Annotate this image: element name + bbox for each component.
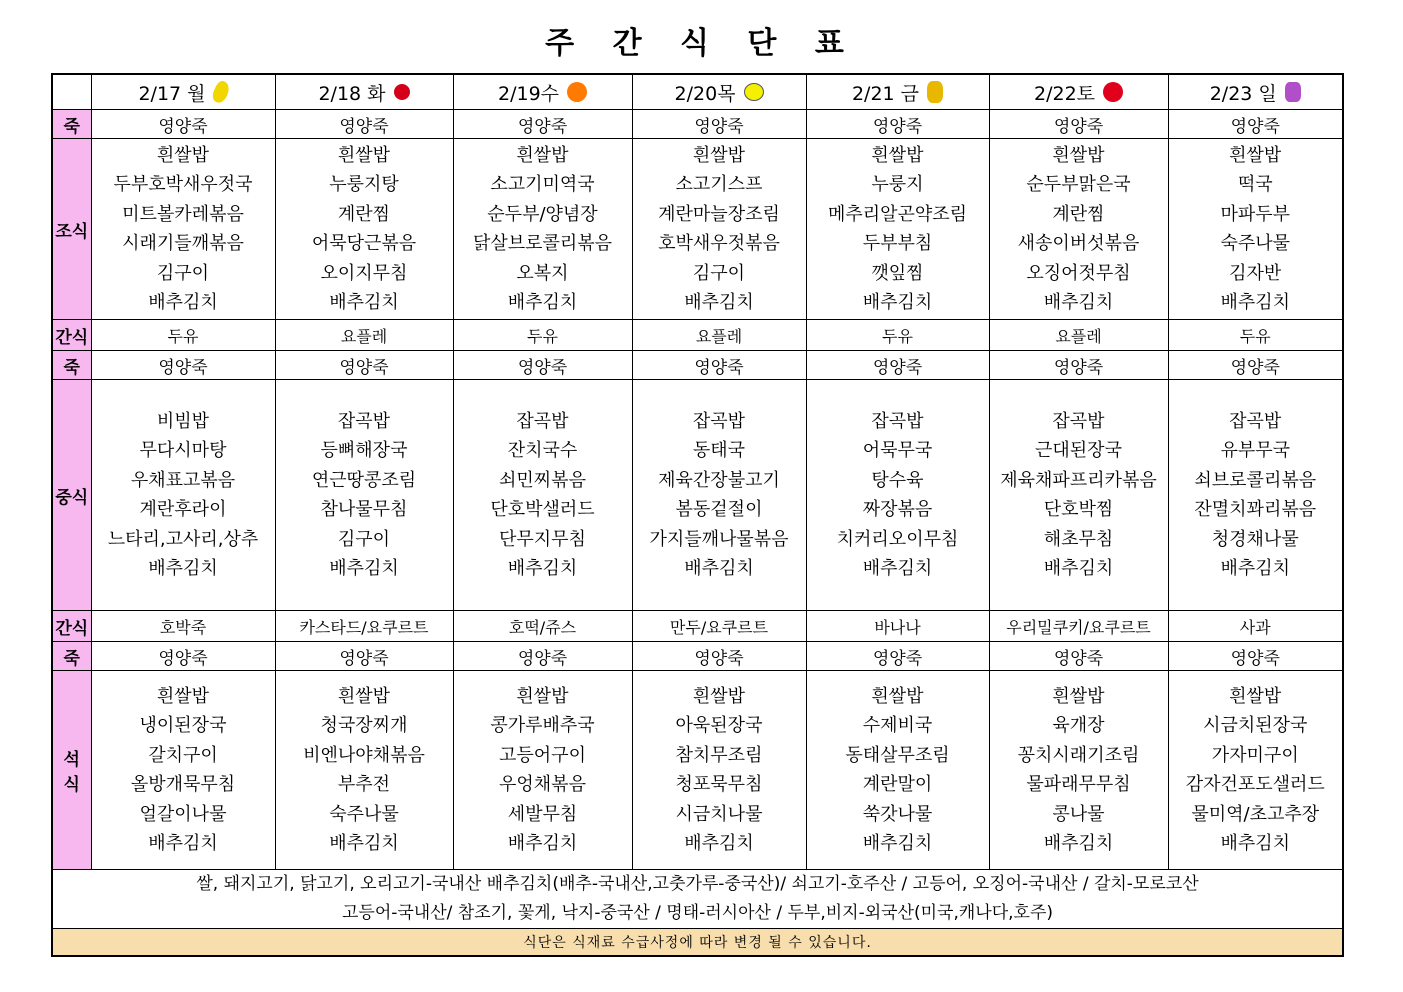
menu-item: 근대된장국 xyxy=(1035,440,1122,461)
menu-cell xyxy=(1168,611,1343,642)
menu-item: 흰쌀밥 xyxy=(516,144,569,166)
menu-item: 참치무조림 xyxy=(675,744,763,766)
menu-cell xyxy=(632,611,806,642)
menu-item: 영양죽 xyxy=(158,357,208,378)
menu-cell xyxy=(1168,139,1343,320)
section-row-snack xyxy=(52,611,1343,642)
menu-item: 단호박샐러드 xyxy=(490,499,595,520)
menu-cell xyxy=(1168,380,1343,611)
menu-item: 영양죽 xyxy=(1053,357,1104,378)
menu-item: 오복지 xyxy=(516,262,569,284)
menu-cell xyxy=(1168,642,1343,671)
menu-cell xyxy=(275,320,453,351)
menu-item: 영양죽 xyxy=(1230,648,1280,669)
menu-item: 동태국 xyxy=(692,440,746,461)
menu-item: 제육간장불고기 xyxy=(658,469,780,491)
menu-item: 영양죽 xyxy=(872,116,923,137)
menu-cell xyxy=(806,671,989,870)
menu-item: 흰쌀밥 xyxy=(871,144,924,166)
grape-icon xyxy=(1285,82,1301,102)
day-label: 2/19수 xyxy=(497,82,560,105)
day-label: 2/20목 xyxy=(674,82,736,105)
menu-item: 부추전 xyxy=(337,774,391,795)
menu-cell xyxy=(989,351,1168,380)
menu-cell xyxy=(1168,351,1343,380)
menu-item: 배추김치 xyxy=(862,833,933,854)
menu-item: 우리밀쿠키/요쿠르트 xyxy=(1006,617,1151,637)
day-label: 2/21 금 xyxy=(851,82,920,105)
menu-item: 닭살브로콜리볶음 xyxy=(472,233,613,254)
menu-item: 계란마늘장조림 xyxy=(658,203,780,225)
menu-item: 영양죽 xyxy=(694,116,744,137)
menu-item: 잡곡밥 xyxy=(337,410,391,432)
menu-cell xyxy=(632,642,806,671)
menu-item: 시래기들깨볶음 xyxy=(122,233,244,254)
menu-item: 물미역/초고추장 xyxy=(1191,803,1320,825)
notice-row xyxy=(52,929,1343,957)
menu-item: 흰쌀밥 xyxy=(1229,685,1282,707)
menu-item: 콩나물 xyxy=(1052,803,1105,825)
menu-item: 탕수육 xyxy=(871,469,924,491)
menu-item: 청포묵무침 xyxy=(675,774,763,795)
menu-item: 두유 xyxy=(167,326,199,346)
section-row-juk xyxy=(52,351,1343,380)
menu-item: 영양죽 xyxy=(158,648,208,669)
menu-item: 쑥갓나물 xyxy=(862,803,933,825)
menu-item: 순두부맑은국 xyxy=(1026,174,1131,195)
menu-cell xyxy=(275,110,453,139)
menu-item: 떡국 xyxy=(1237,174,1273,195)
menu-item: 호박죽 xyxy=(159,617,207,637)
section-label xyxy=(52,611,91,642)
menu-cell xyxy=(453,110,632,139)
menu-item: 비엔나야채볶음 xyxy=(303,744,425,766)
day-header xyxy=(275,74,453,110)
menu-item: 카스타드/요쿠르트 xyxy=(299,617,429,637)
section-label xyxy=(52,351,91,380)
menu-item: 가자미구이 xyxy=(1211,744,1299,766)
notice-text: 식단은 식재료 수급사정에 따라 변경 될 수 있습니다. xyxy=(52,929,1343,957)
menu-item: 배추김치 xyxy=(507,292,578,313)
section-label xyxy=(52,380,91,611)
menu-item: 마파두부 xyxy=(1220,203,1291,225)
menu-item: 어묵무국 xyxy=(862,440,933,461)
menu-item: 깻잎찜 xyxy=(871,262,924,284)
menu-item: 배추김치 xyxy=(329,292,399,313)
menu-item: 흰쌀밥 xyxy=(692,144,746,166)
menu-cell xyxy=(453,671,632,870)
menu-item: 우엉채볶음 xyxy=(499,774,586,795)
section-label xyxy=(52,139,91,320)
menu-item: 감자건포도샐러드 xyxy=(1185,774,1325,795)
menu-item: 영양죽 xyxy=(1053,116,1104,137)
menu-cell xyxy=(453,611,632,642)
menu-item: 쇠민찌볶음 xyxy=(499,469,586,491)
menu-item: 연근땅콩조림 xyxy=(311,469,417,491)
section-row-meal xyxy=(52,671,1343,870)
menu-item: 영양죽 xyxy=(1230,116,1280,137)
section-label-text: 중식 xyxy=(55,487,89,508)
menu-item: 영양죽 xyxy=(517,648,568,669)
menu-item: 흰쌀밥 xyxy=(1229,144,1282,166)
section-label-text: 죽 xyxy=(63,648,80,669)
menu-item: 김구이 xyxy=(692,262,746,284)
menu-item: 두유 xyxy=(1239,326,1271,346)
menu-cell xyxy=(91,671,275,870)
menu-cell xyxy=(806,611,989,642)
menu-cell xyxy=(91,110,275,139)
menu-item: 배추김치 xyxy=(329,558,399,579)
menu-item: 오징어젓무침 xyxy=(1026,262,1131,284)
menu-item: 세발무침 xyxy=(507,803,578,825)
menu-cell xyxy=(91,351,275,380)
menu-cell xyxy=(632,320,806,351)
menu-item: 청국장찌개 xyxy=(320,715,408,736)
menu-item: 무다시마탕 xyxy=(139,440,227,461)
menu-item: 두부호박새우젓국 xyxy=(113,174,253,195)
menu-cell xyxy=(453,380,632,611)
menu-item: 배추김치 xyxy=(684,558,754,579)
menu-item: 등뼈해장국 xyxy=(320,440,408,461)
menu-item: 꽁치시래기조림 xyxy=(1017,744,1140,766)
menu-item: 배추김치 xyxy=(1043,292,1114,313)
menu-cell xyxy=(453,351,632,380)
menu-item: 어묵당근볶음 xyxy=(311,233,417,254)
menu-item: 잡곡밥 xyxy=(516,410,569,432)
menu-cell xyxy=(275,380,453,611)
menu-cell xyxy=(275,611,453,642)
menu-item: 단호박찜 xyxy=(1043,499,1114,520)
menu-item: 두유 xyxy=(527,326,558,346)
menu-item: 요플레 xyxy=(1055,326,1102,346)
menu-item: 배추김치 xyxy=(148,292,218,313)
origin-line: 고등어-국내산/ 참조기, 꽃게, 낙지-중국산 / 명태-러시아산 / 두부,비지-외국산(미국,캐나다,호주) xyxy=(341,903,1054,923)
menu-item: 참나물무침 xyxy=(320,499,408,520)
menu-item: 시금치된장국 xyxy=(1203,715,1308,736)
day-label: 2/23 일 xyxy=(1209,82,1277,105)
menu-cell xyxy=(989,671,1168,870)
section-label-text: 죽 xyxy=(63,357,80,378)
day-header xyxy=(91,74,275,110)
menu-item: 가지들깨나물볶음 xyxy=(649,528,789,550)
menu-cell xyxy=(632,139,806,320)
menu-item: 흰쌀밥 xyxy=(516,685,569,707)
day-header xyxy=(806,74,989,110)
menu-item: 영양죽 xyxy=(517,116,568,137)
menu-item: 배추김치 xyxy=(1043,558,1114,579)
menu-item: 물파래무무침 xyxy=(1026,774,1131,795)
menu-item: 사과 xyxy=(1239,617,1271,637)
day-label: 2/22토 xyxy=(1033,82,1096,105)
menu-item: 숙주나물 xyxy=(329,803,399,825)
menu-item: 누룽지 xyxy=(871,174,924,195)
menu-item: 잡곡밥 xyxy=(692,410,746,432)
menu-cell xyxy=(91,611,275,642)
menu-cell xyxy=(806,642,989,671)
menu-cell xyxy=(989,139,1168,320)
menu-cell xyxy=(806,351,989,380)
menu-item: 계란찜 xyxy=(1052,203,1105,225)
menu-cell xyxy=(806,320,989,351)
weekly-menu-table xyxy=(51,73,1344,957)
day-header-row xyxy=(52,74,1343,110)
menu-item: 배추김치 xyxy=(684,833,754,854)
menu-item: 배추김치 xyxy=(1220,558,1291,579)
menu-item: 올방개묵무침 xyxy=(130,774,236,795)
menu-item: 영양죽 xyxy=(339,648,389,669)
section-label-text: 죽 xyxy=(63,116,80,137)
menu-item: 잔치국수 xyxy=(507,440,578,461)
menu-item: 흰쌀밥 xyxy=(692,685,746,707)
menu-cell xyxy=(275,642,453,671)
section-label-text: 간식 xyxy=(55,618,89,639)
menu-item: 영양죽 xyxy=(694,357,744,378)
menu-cell xyxy=(91,320,275,351)
menu-item: 소고기스프 xyxy=(675,174,763,195)
menu-item: 고등어구이 xyxy=(499,744,586,766)
section-row-juk xyxy=(52,642,1343,671)
menu-item: 흰쌀밥 xyxy=(1052,685,1105,707)
section-row-meal xyxy=(52,139,1343,320)
menu-cell xyxy=(275,139,453,320)
menu-cell xyxy=(632,380,806,611)
menu-item: 김구이 xyxy=(337,528,391,550)
menu-item: 우채표고볶음 xyxy=(130,469,236,491)
menu-item: 호박새우젓볶음 xyxy=(658,233,780,254)
section-label xyxy=(52,110,91,139)
menu-cell xyxy=(91,380,275,611)
menu-item: 배추김치 xyxy=(684,292,754,313)
menu-item: 계란말이 xyxy=(862,774,933,795)
section-label-text: 간식 xyxy=(55,327,89,348)
menu-cell xyxy=(1168,320,1343,351)
menu-item: 김자반 xyxy=(1229,262,1282,284)
orange-icon xyxy=(567,82,587,102)
menu-item: 두부부침 xyxy=(862,233,933,254)
menu-item: 계란후라이 xyxy=(139,499,227,520)
menu-item: 흰쌀밥 xyxy=(156,144,210,166)
menu-item: 배추김치 xyxy=(1220,833,1291,854)
menu-cell xyxy=(989,320,1168,351)
menu-item: 숙주나물 xyxy=(1220,233,1291,254)
menu-item: 콩가루배추국 xyxy=(490,715,595,736)
menu-item: 유부무국 xyxy=(1220,440,1291,461)
menu-item: 육개장 xyxy=(1052,715,1105,736)
menu-item: 배추김치 xyxy=(507,833,578,854)
menu-cell xyxy=(275,351,453,380)
menu-item: 짜장볶음 xyxy=(862,499,933,520)
menu-item: 요플레 xyxy=(340,326,388,346)
menu-item: 만두/요쿠르트 xyxy=(669,617,769,637)
origin-info xyxy=(52,870,1343,929)
menu-cell xyxy=(989,642,1168,671)
section-label xyxy=(52,671,91,870)
menu-item: 얼갈이나물 xyxy=(139,803,227,825)
banana-icon xyxy=(210,79,232,105)
apple-icon xyxy=(1103,82,1123,102)
menu-item: 배추김치 xyxy=(862,558,933,579)
menu-cell xyxy=(1168,671,1343,870)
menu-item: 순두부/양념장 xyxy=(487,203,598,225)
menu-item: 아욱된장국 xyxy=(675,715,763,736)
section-label xyxy=(52,642,91,671)
menu-cell xyxy=(632,110,806,139)
cherry-icon xyxy=(394,84,410,100)
menu-item: 배추김치 xyxy=(1220,292,1291,313)
menu-cell xyxy=(91,642,275,671)
menu-item: 김구이 xyxy=(156,262,210,284)
menu-item: 배추김치 xyxy=(862,292,933,313)
menu-cell xyxy=(989,611,1168,642)
menu-item: 배추김치 xyxy=(329,833,399,854)
day-header xyxy=(632,74,806,110)
day-header xyxy=(453,74,632,110)
menu-item: 흰쌀밥 xyxy=(337,685,391,707)
menu-cell xyxy=(989,110,1168,139)
origin-line: 쌀, 돼지고기, 닭고기, 오리고기-국내산 배추김치(배추-국내산,고춧가루-중국산)/ 쇠고기-호주산 / 고등어, 오징어-국내산 / 갈치-모로코산 xyxy=(196,874,1199,894)
menu-item: 영양죽 xyxy=(1230,357,1280,378)
menu-cell xyxy=(275,671,453,870)
menu-item: 바나나 xyxy=(874,617,921,637)
section-label xyxy=(52,320,91,351)
menu-item: 영양죽 xyxy=(158,116,208,137)
menu-item: 메추리알곤약조림 xyxy=(827,203,968,225)
menu-item: 두유 xyxy=(882,326,913,346)
menu-item: 느타리,고사리,상추 xyxy=(107,528,259,550)
menu-item: 계란찜 xyxy=(337,203,391,225)
menu-item: 단무지무침 xyxy=(499,528,586,550)
menu-cell xyxy=(453,320,632,351)
menu-cell xyxy=(806,110,989,139)
menu-cell xyxy=(806,380,989,611)
menu-item: 영양죽 xyxy=(694,648,744,669)
menu-cell xyxy=(989,380,1168,611)
menu-item: 해초무침 xyxy=(1043,528,1114,550)
day-header xyxy=(1168,74,1343,110)
menu-item: 잡곡밥 xyxy=(871,410,924,432)
menu-item: 냉이된장국 xyxy=(139,715,227,736)
day-label: 2/18 화 xyxy=(318,82,386,105)
menu-item: 새송이버섯볶음 xyxy=(1017,233,1140,254)
origin-row xyxy=(52,870,1343,929)
menu-item: 치커리오이무침 xyxy=(836,528,959,550)
menu-item: 미트볼카레볶음 xyxy=(122,203,244,225)
menu-item: 배추김치 xyxy=(507,558,578,579)
lemon-icon xyxy=(744,83,764,101)
section-row-meal xyxy=(52,380,1343,611)
menu-item: 영양죽 xyxy=(872,648,923,669)
menu-cell xyxy=(632,351,806,380)
menu-item: 제육채파프리카볶음 xyxy=(1000,469,1157,491)
menu-item: 잔멸치꽈리볶음 xyxy=(1194,499,1317,520)
menu-cell xyxy=(453,139,632,320)
menu-item: 흰쌀밥 xyxy=(337,144,391,166)
menu-item: 호떡/쥬스 xyxy=(508,617,577,637)
menu-item: 동태살무조림 xyxy=(845,744,950,766)
menu-item: 수제비국 xyxy=(862,715,933,736)
menu-item: 시금치나물 xyxy=(675,803,763,825)
menu-item: 청경채나물 xyxy=(1211,528,1299,550)
section-label-text: 석 식 xyxy=(63,750,80,795)
section-label-text: 조식 xyxy=(55,221,89,242)
menu-item: 비빔밥 xyxy=(156,410,210,432)
menu-cell xyxy=(806,139,989,320)
pineapple-icon xyxy=(927,81,943,103)
menu-item: 쇠브로콜리볶음 xyxy=(1194,469,1317,491)
menu-cell xyxy=(453,642,632,671)
menu-item: 영양죽 xyxy=(339,116,389,137)
day-header xyxy=(989,74,1168,110)
menu-item: 영양죽 xyxy=(1053,648,1104,669)
menu-item: 잡곡밥 xyxy=(1052,410,1105,432)
section-row-snack xyxy=(52,320,1343,351)
menu-item: 영양죽 xyxy=(339,357,389,378)
menu-item: 소고기미역국 xyxy=(490,174,595,195)
menu-item: 오이지무침 xyxy=(320,262,408,284)
menu-item: 배추김치 xyxy=(1043,833,1114,854)
day-label: 2/17 월 xyxy=(138,82,206,105)
corner-cell xyxy=(52,74,91,110)
menu-cell xyxy=(91,139,275,320)
page-title: 주 간 식 단 표 xyxy=(545,26,858,61)
menu-item: 흰쌀밥 xyxy=(1052,144,1105,166)
menu-item: 잡곡밥 xyxy=(1229,410,1282,432)
menu-item: 영양죽 xyxy=(517,357,568,378)
menu-item: 흰쌀밥 xyxy=(156,685,210,707)
menu-item: 흰쌀밥 xyxy=(871,685,924,707)
menu-item: 봄동겉절이 xyxy=(675,499,763,520)
section-row-juk xyxy=(52,110,1343,139)
menu-item: 배추김치 xyxy=(148,558,218,579)
menu-item: 갈치구이 xyxy=(148,744,218,766)
menu-item: 요플레 xyxy=(695,326,743,346)
menu-cell xyxy=(632,671,806,870)
menu-item: 누룽지탕 xyxy=(329,174,399,195)
menu-item: 영양죽 xyxy=(872,357,923,378)
menu-cell xyxy=(1168,110,1343,139)
menu-item: 배추김치 xyxy=(148,833,218,854)
